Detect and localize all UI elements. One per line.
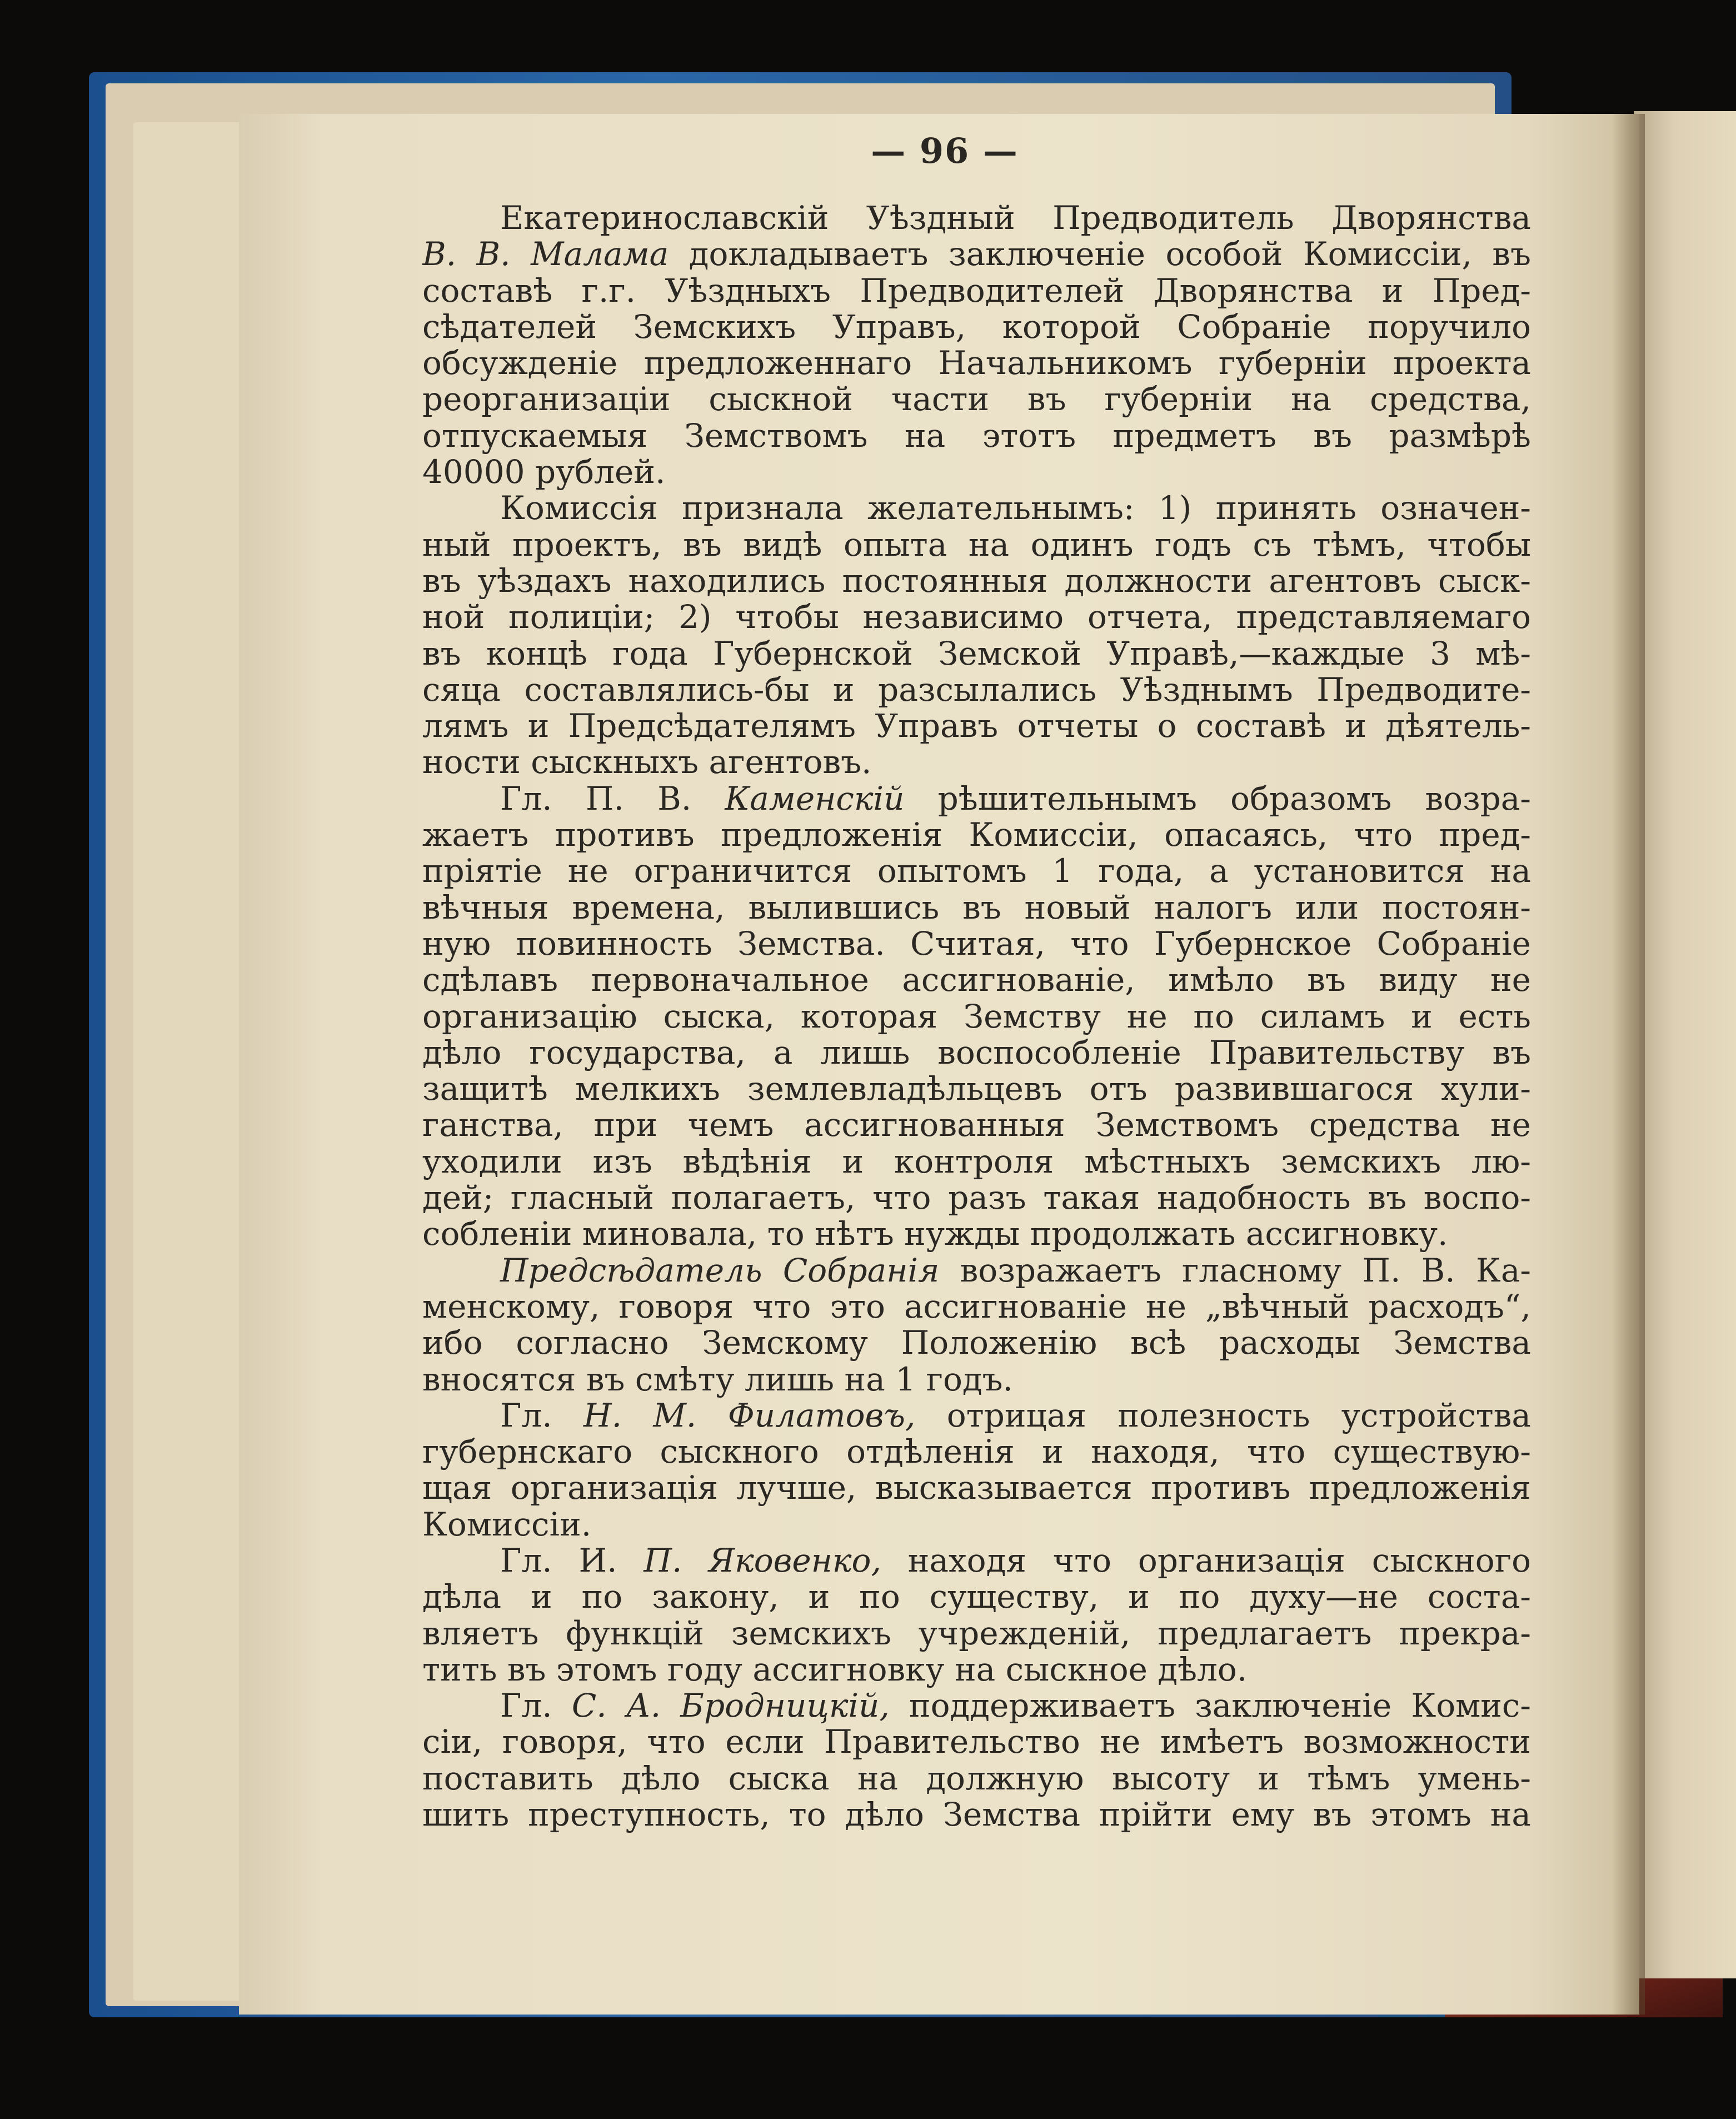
text-run: ной полиціи; 2) чтобы независимо отчета, представляемаго	[422, 599, 1531, 636]
text-run: тить въ этомъ году ассигновку на сыскное дѣло.	[422, 1651, 1248, 1688]
text-run: ганства, при чемъ ассигнованныя Земствомъ средства не	[422, 1107, 1531, 1144]
text-run: организацію сыска, которая Земству не по силамъ и есть	[422, 998, 1531, 1035]
text-run: въ уѣздахъ находились постоянныя должности агентовъ сыск-	[422, 562, 1531, 600]
text-run: Екатеринославскій Уѣздный Предводитель Дворянства	[500, 200, 1531, 237]
text-line	[422, 563, 1531, 599]
text-run: возражаетъ гласному П. В. Ка-	[939, 1252, 1531, 1289]
text-line	[422, 1144, 1531, 1180]
text-line	[422, 1507, 1531, 1543]
text-run: ную повинность Земства. Считая, что Губернское Собраніе	[422, 925, 1531, 963]
text-line	[422, 1035, 1531, 1071]
text-run: сѣдателей Земскихъ Управъ, которой Собраніе поручило	[422, 308, 1531, 346]
text-line	[422, 1616, 1531, 1652]
text-line	[422, 1470, 1531, 1506]
text-run: отрицая полезность устройства	[915, 1397, 1531, 1434]
text-line	[422, 273, 1531, 309]
text-line	[422, 708, 1531, 744]
text-line	[422, 636, 1531, 672]
text-run: вносятся въ смѣту лишь на 1 годъ.	[422, 1361, 1013, 1398]
text-run: жаетъ противъ предложенія Комиссіи, опасаясь, что пред-	[422, 817, 1531, 854]
text-line	[422, 1543, 1531, 1579]
text-run: вѣчныя времена, вылившись въ новый налогъ или постоян-	[422, 889, 1531, 926]
text-run: находя что организація сыскного	[881, 1542, 1531, 1579]
text-run: собленіи миновала, то нѣтъ нужды продолжать ассигновку.	[422, 1216, 1448, 1253]
text-run: составѣ г.г. Уѣздныхъ Предводителей Дворянства и Пред-	[422, 272, 1531, 309]
paragraph	[422, 490, 1531, 780]
text-line	[422, 1434, 1531, 1470]
text-line	[422, 1724, 1531, 1760]
text-run: щая организація лучше, высказывается противъ предложенія	[422, 1470, 1531, 1507]
text-run: отпускаемыя Земствомъ на этотъ предметъ въ размѣрѣ	[422, 417, 1531, 455]
text-run: реорганизаціи сыскной части въ губерніи на средства,	[422, 381, 1531, 418]
text-run: Комиссіи.	[422, 1506, 592, 1543]
italic-name: В. В. Малама	[422, 236, 669, 273]
text-line	[422, 1253, 1531, 1289]
text-line	[422, 744, 1531, 780]
text-line	[422, 1688, 1531, 1724]
text-run: Комиссія признала желательнымъ: 1) принять означен-	[500, 490, 1531, 527]
text-line	[422, 1398, 1531, 1434]
text-run: лямъ и Предсѣдателямъ Управъ отчеты о составѣ и дѣятель-	[422, 708, 1531, 745]
text-run: защитѣ мелкихъ землевладѣльцевъ отъ развившагося хули-	[422, 1071, 1531, 1108]
text-run: сіи, говоря, что если Правительство не имѣетъ возможности	[422, 1724, 1531, 1761]
text-run: дѣла и по закону, и по существу, и по духу—не соста-	[422, 1579, 1531, 1616]
paragraph	[422, 781, 1531, 1253]
italic-name: Н. М. Филатовъ,	[583, 1397, 916, 1434]
text-line	[422, 309, 1531, 345]
text-line	[422, 1579, 1531, 1615]
text-line	[422, 527, 1531, 563]
text-line	[422, 1216, 1531, 1252]
text-run: ибо согласно Земскому Положенію всѣ расходы Земства	[422, 1325, 1531, 1362]
text-run: Гл.	[500, 1397, 584, 1434]
text-line	[422, 1652, 1531, 1688]
text-line	[422, 890, 1531, 926]
text-run: Гл.	[500, 1688, 572, 1724]
text-run: дѣло государства, а лишь воспособленіе Правительству въ	[422, 1034, 1531, 1071]
text-run: сяца составлялись-бы и разсылались Уѣзднымъ Предводите-	[422, 671, 1531, 709]
text-run: 40000 рублей.	[422, 454, 666, 491]
text-line	[422, 1289, 1531, 1325]
text-line	[422, 1761, 1531, 1797]
italic-name: С. А. Бродницкій,	[571, 1688, 890, 1724]
paragraph	[422, 200, 1531, 490]
text-line	[422, 1180, 1531, 1216]
italic-name: Каменскій	[725, 780, 905, 817]
text-run: ности сыскныхъ агентовъ.	[422, 744, 872, 781]
text-line	[422, 236, 1531, 272]
text-run: менскому, говоря что это ассигнованіе не „вѣчный расходъ“,	[422, 1288, 1531, 1325]
text-run: поставить дѣло сыска на должную высоту и тѣмъ умень-	[422, 1760, 1531, 1797]
text-run: поддерживаетъ заключеніе Комис-	[889, 1688, 1531, 1724]
text-line	[422, 781, 1531, 817]
text-run: вляетъ функцій земскихъ учрежденій, предлагаетъ прекра-	[422, 1615, 1531, 1652]
text-line	[422, 599, 1531, 635]
text-run: рѣшительнымъ образомъ возра-	[904, 780, 1531, 817]
text-run: Гл. П. В.	[500, 780, 725, 817]
text-line	[422, 418, 1531, 454]
text-line	[422, 1107, 1531, 1143]
text-line	[422, 345, 1531, 381]
italic-name: П. Яковенко,	[643, 1542, 881, 1579]
text-line	[422, 853, 1531, 889]
text-line	[422, 817, 1531, 853]
text-run: обсужденіе предложеннаго Начальникомъ губерніи проекта	[422, 345, 1531, 382]
text-run: докладываетъ заключеніе особой Комиссіи, въ	[669, 236, 1531, 273]
text-line	[422, 962, 1531, 998]
text-run: губернскаго сыскного отдѣленія и находя, что существую-	[422, 1434, 1531, 1470]
text-run: ный проектъ, въ видѣ опыта на одинъ годъ съ тѣмъ, чтобы	[422, 526, 1531, 563]
page-number: — 96 —	[871, 131, 1019, 171]
text-line	[422, 200, 1531, 236]
text-line	[422, 490, 1531, 526]
text-line	[422, 999, 1531, 1035]
text-run: дей; гласный полагаетъ, что разъ такая надобность въ воспо-	[422, 1180, 1531, 1216]
paragraph	[422, 1688, 1531, 1833]
page-gutter-shadow	[1612, 114, 1645, 2015]
text-line	[422, 1797, 1531, 1833]
text-line	[422, 454, 1531, 490]
text-run: шить преступность, то дѣло Земства прійти ему въ этомъ на	[422, 1797, 1531, 1833]
text-run: сдѣлавъ первоначальное ассигнованіе, имѣло въ виду не	[422, 962, 1531, 999]
text-line	[422, 926, 1531, 962]
text-run: пріятіе не ограничится опытомъ 1 года, а установится на	[422, 853, 1531, 890]
italic-name: Предсѣдатель Собранія	[500, 1252, 940, 1289]
text-line	[422, 1071, 1531, 1107]
paragraph	[422, 1253, 1531, 1398]
text-run: Гл. И.	[500, 1542, 644, 1579]
text-line	[422, 1362, 1531, 1398]
facing-page-edge	[1634, 111, 1736, 1978]
paragraph	[422, 1543, 1531, 1688]
paragraph	[422, 1398, 1531, 1543]
text-run: уходили изъ вѣдѣнія и контроля мѣстныхъ земскихъ лю-	[422, 1143, 1531, 1180]
text-run: въ концѣ года Губернской Земской Управѣ,—каждые 3 мѣ-	[422, 635, 1531, 672]
body-text	[422, 200, 1531, 1833]
text-line	[422, 672, 1531, 708]
text-line	[422, 1325, 1531, 1361]
text-line	[422, 381, 1531, 417]
